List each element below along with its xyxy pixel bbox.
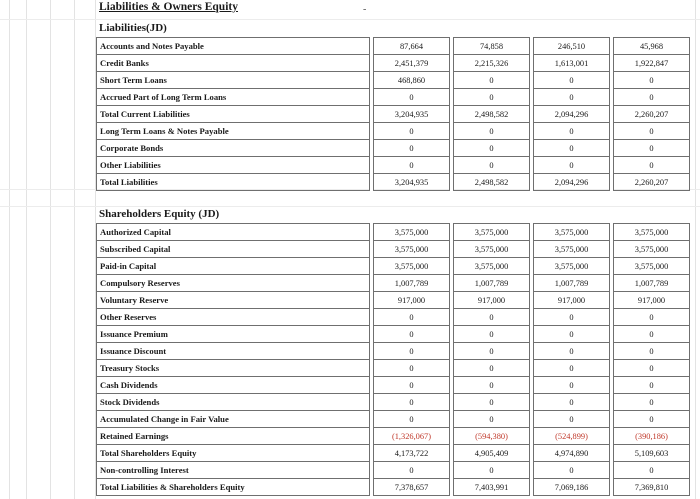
value-cell: 0 — [614, 343, 690, 360]
table-row — [97, 106, 690, 123]
row-label: Accrued Part of Long Term Loans — [97, 89, 370, 106]
value-cell: 0 — [614, 89, 690, 106]
value-cell: 0 — [454, 89, 530, 106]
value-cell: (390,186) — [614, 428, 690, 445]
value-cell: 3,575,000 — [614, 258, 690, 275]
row-label: Other Reserves — [97, 309, 370, 326]
value-cell: 246,510 — [534, 38, 610, 55]
value-cell: 7,369,810 — [614, 479, 690, 496]
value-cell: (594,380) — [454, 428, 530, 445]
row-label: Subscribed Capital — [97, 241, 370, 258]
value-cell: 0 — [454, 140, 530, 157]
liabilities-table — [96, 37, 690, 191]
value-cell: 3,575,000 — [454, 224, 530, 241]
row-label: Accounts and Notes Payable — [97, 38, 370, 55]
value-cell: 0 — [454, 309, 530, 326]
value-cell: 0 — [614, 360, 690, 377]
table-row — [97, 38, 690, 55]
value-cell: 917,000 — [534, 292, 610, 309]
value-cell: 1,922,847 — [614, 55, 690, 72]
value-cell: 0 — [374, 309, 450, 326]
row-label: Issuance Discount — [97, 343, 370, 360]
value-cell: 4,173,722 — [374, 445, 450, 462]
equity-section — [96, 205, 694, 496]
value-cell: 0 — [454, 343, 530, 360]
value-cell: 2,498,582 — [454, 106, 530, 123]
value-cell: 0 — [454, 157, 530, 174]
row-label: Long Term Loans & Notes Payable — [97, 123, 370, 140]
value-cell: 0 — [614, 157, 690, 174]
value-cell: 468,860 — [374, 72, 450, 89]
value-cell: 3,575,000 — [454, 258, 530, 275]
table-row — [97, 343, 690, 360]
value-cell: 0 — [374, 411, 450, 428]
value-cell: 2,094,296 — [534, 106, 610, 123]
table-row — [97, 123, 690, 140]
row-label: Other Liabilities — [97, 157, 370, 174]
value-cell: 2,215,326 — [454, 55, 530, 72]
table-row — [97, 55, 690, 72]
value-cell: 0 — [614, 326, 690, 343]
liabilities-section — [96, 19, 694, 191]
liabilities-heading: Liabilities(JD) — [99, 22, 167, 34]
header-dash: - — [363, 4, 367, 15]
value-cell: 1,007,789 — [374, 275, 450, 292]
table-row — [97, 411, 690, 428]
table-row — [97, 241, 690, 258]
value-cell: 0 — [374, 326, 450, 343]
value-cell: 0 — [454, 462, 530, 479]
table-row — [97, 72, 690, 89]
value-cell: 0 — [614, 123, 690, 140]
value-cell: 3,575,000 — [614, 241, 690, 258]
value-cell: 0 — [534, 411, 610, 428]
row-label: Treasury Stocks — [97, 360, 370, 377]
value-cell: 0 — [534, 89, 610, 106]
value-cell: 3,575,000 — [534, 258, 610, 275]
value-cell: 0 — [534, 343, 610, 360]
row-label: Voluntary Reserve — [97, 292, 370, 309]
equity-table — [96, 223, 690, 496]
value-cell: (1,326,067) — [374, 428, 450, 445]
value-cell: 7,403,991 — [454, 479, 530, 496]
value-cell: 3,575,000 — [614, 224, 690, 241]
row-label: Total Liabilities — [97, 174, 370, 191]
value-cell: 5,109,603 — [614, 445, 690, 462]
value-cell: 7,069,186 — [534, 479, 610, 496]
value-cell: 3,575,000 — [534, 224, 610, 241]
value-cell: 0 — [374, 462, 450, 479]
table-row — [97, 377, 690, 394]
row-label: Accumulated Change in Fair Value — [97, 411, 370, 428]
table-row — [97, 394, 690, 411]
value-cell: 0 — [614, 309, 690, 326]
value-cell: 0 — [534, 123, 610, 140]
row-label: Issuance Premium — [97, 326, 370, 343]
value-cell: 0 — [374, 140, 450, 157]
value-cell: 0 — [534, 462, 610, 479]
value-cell: 0 — [454, 123, 530, 140]
value-cell: 2,260,207 — [614, 174, 690, 191]
table-row — [97, 275, 690, 292]
value-cell: 0 — [454, 72, 530, 89]
value-cell: 0 — [614, 411, 690, 428]
table-row — [97, 224, 690, 241]
value-cell: 0 — [614, 140, 690, 157]
value-cell: 0 — [374, 343, 450, 360]
value-cell: 0 — [534, 72, 610, 89]
row-label: Stock Dividends — [97, 394, 370, 411]
table-row — [97, 428, 690, 445]
table-row — [97, 445, 690, 462]
row-label: Total Shareholders Equity — [97, 445, 370, 462]
value-cell: 4,974,890 — [534, 445, 610, 462]
value-cell: 0 — [534, 377, 610, 394]
value-cell: 917,000 — [614, 292, 690, 309]
value-cell: 0 — [534, 309, 610, 326]
row-label: Credit Banks — [97, 55, 370, 72]
value-cell: 3,575,000 — [374, 258, 450, 275]
value-cell: 917,000 — [454, 292, 530, 309]
value-cell: 87,664 — [374, 38, 450, 55]
value-cell: 0 — [374, 377, 450, 394]
table-row — [97, 309, 690, 326]
value-cell: 0 — [534, 360, 610, 377]
value-cell: 0 — [454, 360, 530, 377]
value-cell: 2,451,379 — [374, 55, 450, 72]
row-label: Authorized Capital — [97, 224, 370, 241]
table-row — [97, 157, 690, 174]
value-cell: 4,905,409 — [454, 445, 530, 462]
value-cell: 1,007,789 — [614, 275, 690, 292]
value-cell: 0 — [454, 411, 530, 428]
value-cell: 2,094,296 — [534, 174, 610, 191]
value-cell: 0 — [614, 462, 690, 479]
value-cell: 3,575,000 — [374, 224, 450, 241]
value-cell: 1,007,789 — [454, 275, 530, 292]
table-row — [97, 479, 690, 496]
value-cell: 0 — [374, 123, 450, 140]
value-cell: 0 — [614, 394, 690, 411]
value-cell: 0 — [614, 72, 690, 89]
value-cell: 3,204,935 — [374, 174, 450, 191]
table-row — [97, 462, 690, 479]
value-cell: 0 — [374, 89, 450, 106]
row-label: Total Liabilities & Shareholders Equity — [97, 479, 370, 496]
value-cell: 0 — [374, 360, 450, 377]
value-cell: 917,000 — [374, 292, 450, 309]
value-cell: 74,858 — [454, 38, 530, 55]
row-label: Total Current Liabilities — [97, 106, 370, 123]
row-label: Corporate Bonds — [97, 140, 370, 157]
value-cell: 1,007,789 — [534, 275, 610, 292]
value-cell: 3,575,000 — [454, 241, 530, 258]
value-cell: 45,968 — [614, 38, 690, 55]
value-cell: 3,575,000 — [534, 241, 610, 258]
row-label: Cash Dividends — [97, 377, 370, 394]
value-cell: 0 — [534, 157, 610, 174]
value-cell: 0 — [534, 326, 610, 343]
value-cell: (524,899) — [534, 428, 610, 445]
value-cell: 3,204,935 — [374, 106, 450, 123]
row-label: Non-controlling Interest — [97, 462, 370, 479]
table-row — [97, 140, 690, 157]
value-cell: 0 — [374, 394, 450, 411]
table-row — [97, 360, 690, 377]
value-cell: 0 — [534, 140, 610, 157]
row-label: Retained Earnings — [97, 428, 370, 445]
row-label: Compulsory Reserves — [97, 275, 370, 292]
value-cell: 0 — [454, 326, 530, 343]
value-cell: 0 — [374, 157, 450, 174]
row-label: Paid-in Capital — [97, 258, 370, 275]
value-cell: 2,260,207 — [614, 106, 690, 123]
row-label: Short Term Loans — [97, 72, 370, 89]
table-row — [97, 174, 690, 191]
value-cell: 0 — [614, 377, 690, 394]
value-cell: 7,378,657 — [374, 479, 450, 496]
page-title: Liabilities & Owners Equity — [99, 1, 238, 13]
table-row — [97, 89, 690, 106]
value-cell: 1,613,001 — [534, 55, 610, 72]
value-cell: 0 — [454, 377, 530, 394]
value-cell: 0 — [454, 394, 530, 411]
table-row — [97, 292, 690, 309]
value-cell: 3,575,000 — [374, 241, 450, 258]
table-row — [97, 326, 690, 343]
value-cell: 0 — [534, 394, 610, 411]
table-row — [97, 258, 690, 275]
value-cell: 2,498,582 — [454, 174, 530, 191]
equity-heading: Shareholders Equity (JD) — [99, 208, 220, 220]
